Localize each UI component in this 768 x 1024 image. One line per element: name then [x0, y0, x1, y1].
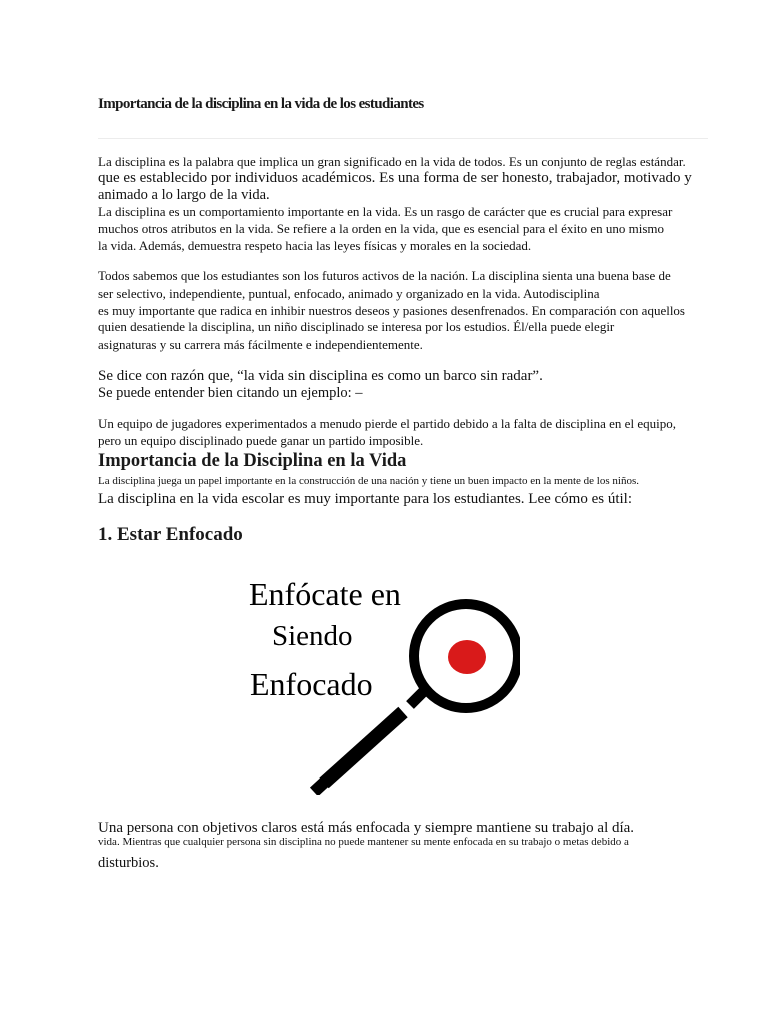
intro-line: que es establecido por individuos académicos. Es una forma de ser honesto, trabajador, motivado y: [98, 170, 692, 186]
example-line: Un equipo de jugadores experimentados a menudo pierde el partido debido a la falta de disciplina en el equipo,: [98, 416, 676, 431]
students-line: ser selectivo, independiente, puntual, enfocado, animado y organizado en la vida. Autodisciplina: [98, 286, 600, 301]
point-line: disturbios.: [98, 855, 159, 871]
intro-line: animado a lo largo de la vida.: [98, 187, 270, 203]
quote-line: Se puede entender bien citando un ejemplo: –: [98, 385, 363, 401]
red-dot: [448, 640, 486, 674]
illustration-text: Enfocado: [250, 666, 373, 702]
intro-line: la vida. Además, demuestra respeto hacia las leyes físicas y morales en la sociedad.: [98, 238, 532, 253]
title-divider: [98, 138, 708, 139]
point-line: vida. Mientras que cualquier persona sin disciplina no puede mantener su mente enfocada en su trabajo o metas debido a: [98, 836, 629, 848]
focus-illustration: [240, 565, 520, 795]
illustration-text: Siendo: [272, 620, 353, 652]
point-heading: 1. Estar Enfocado: [98, 524, 243, 545]
page-title: Importancia de la disciplina en la vida de los estudiantes: [98, 96, 424, 112]
handle-end: [314, 781, 326, 792]
students-line: asignaturas y su carrera más fácilmente e independientemente.: [98, 337, 423, 352]
intro-line: muchos otros atributos en la vida. Se refiere a la orden en la vida, que es esencial para el éxito en uno mismo: [98, 221, 665, 236]
point-line: Una persona con objetivos claros está más enfocada y siempre mantiene su trabajo al día.: [98, 820, 635, 836]
handle-grip: [324, 712, 403, 783]
section-subline: La disciplina juega un papel importante en la construcción de una nación y tiene un buen impacto en la mente de los niños.: [98, 475, 639, 487]
intro-line: La disciplina es un comportamiento importante en la vida. Es un rasgo de carácter que es crucial para expresar: [98, 204, 673, 219]
section-lead: La disciplina en la vida escolar es muy importante para los estudiantes. Lee cómo es útil:: [98, 491, 633, 507]
intro-line: La disciplina es la palabra que implica un gran significado en la vida de todos. Es un conjunto de reglas estándar.: [98, 154, 686, 169]
students-line: es muy importante que radica en inhibir nuestros deseos y pasiones desenfrenados. En comparación con aquellos: [98, 303, 685, 318]
section-heading: Importancia de la Disciplina en la Vida: [98, 451, 407, 471]
handle-neck: [410, 689, 426, 705]
students-line: Todos sabemos que los estudiantes son los futuros activos de la nación. La disciplina sienta una buena base de: [98, 268, 671, 283]
magnifying-glass-icon: [240, 565, 520, 795]
example-line: pero un equipo disciplinado puede ganar un partido imposible.: [98, 433, 424, 448]
illustration-text: Enfócate en: [249, 576, 401, 612]
quote-line: Se dice con razón que, “la vida sin disciplina es como un barco sin radar”.: [98, 368, 543, 384]
students-line: quien desatiende la disciplina, un niño disciplinado se interesa por los estudios. Él/ella puede elegir: [98, 319, 615, 334]
